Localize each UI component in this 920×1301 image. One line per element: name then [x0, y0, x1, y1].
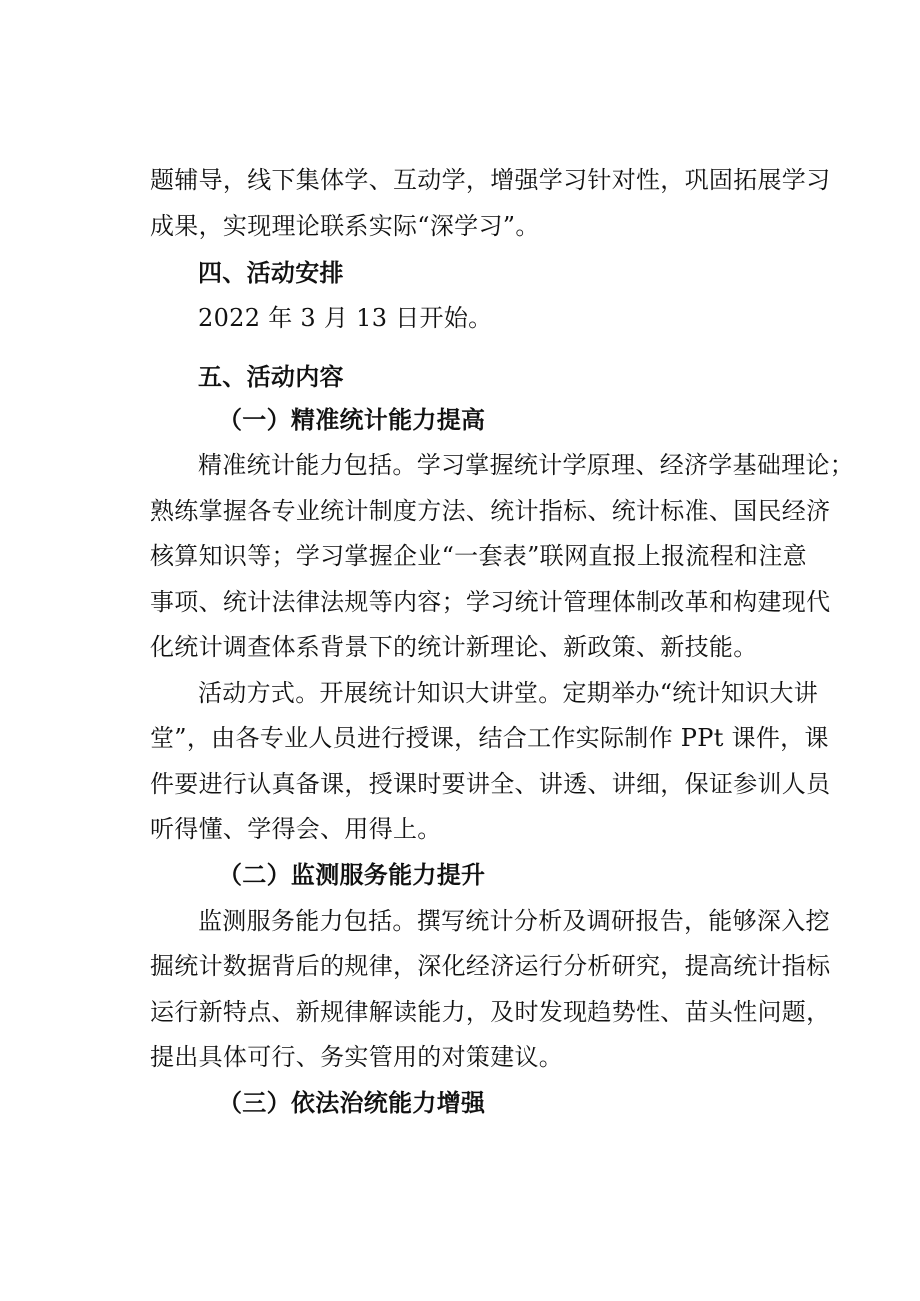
sub1-para1-line-4: 事项、统计法律法规等内容；学习统计管理体制改革和构建现代 [150, 588, 831, 616]
sub2-para-line-2: 掘统计数据背后的规律，深化经济运行分析研究，提高统计指标 [150, 952, 831, 980]
sub1-para2-line-1: 活动方式。开展统计知识大讲堂。定期举办“统计知识大讲 [198, 679, 819, 707]
intro-line-2: 成果，实现理论联系实际“深学习”。 [150, 212, 540, 240]
sub2-para-line-3: 运行新特点、新规律解读能力，及时发现趋势性、苗头性问题， [150, 998, 831, 1026]
section4-heading: 四、活动安排 [198, 258, 344, 287]
intro-line-1: 题辅导，线下集体学、互动学，增强学习针对性，巩固拓展学习 [150, 166, 831, 194]
sub2-para-line-4: 提出具体可行、务实管用的对策建议。 [150, 1043, 564, 1071]
sub1-para1-line-3: 核算知识等；学习掌握企业“一套表”联网直报上报流程和注意 [150, 542, 807, 570]
sub1-heading: （一）精准统计能力提高 [218, 405, 486, 434]
sub3-heading: （三）依法治统能力增强 [218, 1088, 486, 1117]
section5-heading: 五、活动内容 [198, 362, 344, 391]
sub1-para1-line-2: 熟练掌握各专业统计制度方法、统计指标、统计标准、国民经济 [150, 497, 831, 525]
section4-body: 2022 年 3 月 13 日开始。 [198, 304, 493, 332]
sub2-para-line-1: 监测服务能力包括。撰写统计分析及调研报告，能够深入挖 [198, 907, 830, 935]
sub1-para2-line-3: 件要进行认真备课，授课时要讲全、讲透、讲细，保证参训人员 [150, 770, 831, 798]
sub1-para2-line-2: 堂”，由各专业人员进行授课，结合工作实际制作 PPt 课件，课 [150, 724, 829, 752]
sub1-para2-line-4: 听得懂、学得会、用得上。 [150, 815, 442, 843]
sub1-para1-line-5: 化统计调查体系背景下的统计新理论、新政策、新技能。 [150, 633, 758, 661]
sub2-heading: （二）监测服务能力提升 [218, 860, 486, 889]
sub1-para1-line-1: 精准统计能力包括。学习掌握统计学原理、经济学基础理论； [198, 451, 855, 479]
